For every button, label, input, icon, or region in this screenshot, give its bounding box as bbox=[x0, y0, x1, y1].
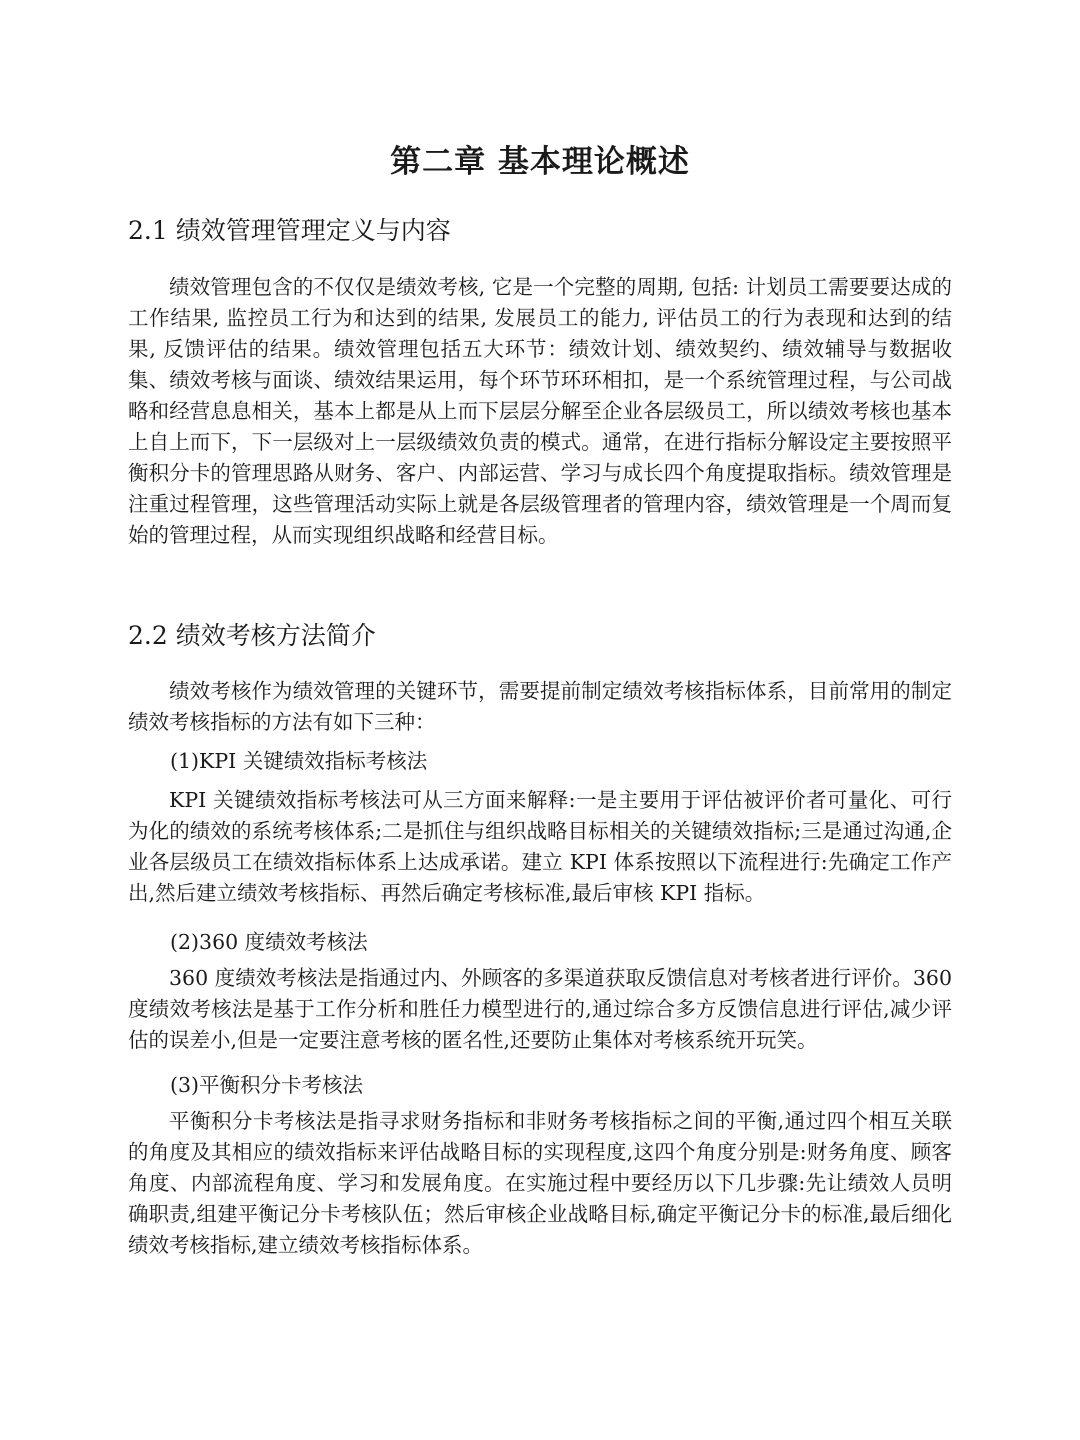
section-heading-2-2: 2.2 绩效考核方法简介 bbox=[128, 621, 376, 650]
method-1-title: (1)KPI 关键绩效指标考核法 bbox=[170, 749, 428, 773]
method-2-title: (2)360 度绩效考核法 bbox=[170, 930, 368, 954]
section-heading-2-1: 2.1 绩效管理管理定义与内容 bbox=[128, 216, 451, 245]
section-2-1-paragraph: 绩效管理包含的不仅仅是绩效考核, 它是一个完整的周期, 包括: 计划员工需要要达成的工作结果, 监控员工行为和达到的结果, 发展员工的能力, 评估员工的行为表现和达到的结果, 反馈评估的结果。绩效管理包括五大环节：绩效计划、绩效契约、绩效辅导与数据收集、绩效考核与面谈、绩效结果运用，每个环节环环相扣，是一个系统管理过程，与公司战略和经营息息相关，基本上都是从上而下层层分解至企业各层级员工，所以绩效考核也基本上自上而下，下一层级对上一层级绩效负责的模式。通常，在进行指标分解设定主要按照平衡积分卡的管理思路从财务、客户、内部运营、学习与成长四个角度提取指标。绩效管理是注重过程管理，这些管理活动实际上就是各层级管理者的管理内容，绩效管理是一个周而复始的管理过程，从而实现组织战略和经营目标。 bbox=[128, 275, 952, 547]
section-2-2-intro: 绩效考核作为绩效管理的关键环节，需要提前制定绩效考核指标体系，目前常用的制定绩效考核指标的方法有如下三种： bbox=[128, 679, 952, 734]
method-1-body: KPI 关键绩效指标考核法可从三方面来解释:一是主要用于评估被评价者可量化、可行为化的绩效的系统考核体系;二是抓住与组织战略目标相关的关键绩效指标;三是通过沟通,企业各层级员工在绩效指标体系上达成承诺。建立 KPI 体系按照以下流程进行:先确定工作产出,然后建立绩效考核指标、再然后确定考核标准,最后审核 KPI 指标。 bbox=[128, 788, 952, 905]
chapter-title: 第二章 基本理论概述 bbox=[390, 144, 690, 180]
method-3-body: 平衡积分卡考核法是指寻求财务指标和非财务考核指标之间的平衡,通过四个相互关联的角度及其相应的绩效指标来评估战略目标的实现程度,这四个角度分别是:财务角度、顾客角度、内部流程角度、学习和发展角度。在实施过程中要经历以下几步骤:先让绩效人员明确职责,组建平衡记分卡考核队伍；然后审核企业战略目标,确定平衡记分卡的标准,最后细化绩效考核指标,建立绩效考核指标体系。 bbox=[128, 1109, 952, 1257]
method-3-title: (3)平衡积分卡考核法 bbox=[170, 1073, 364, 1097]
method-2-body: 360 度绩效考核法是指通过内、外顾客的多渠道获取反馈信息对考核者进行评价。360 度绩效考核法是基于工作分析和胜任力模型进行的,通过综合多方反馈信息进行评估,减少评估的误差小,但是一定要注意考核的匿名性,还要防止集体对考核系统开玩笑。 bbox=[128, 966, 952, 1052]
